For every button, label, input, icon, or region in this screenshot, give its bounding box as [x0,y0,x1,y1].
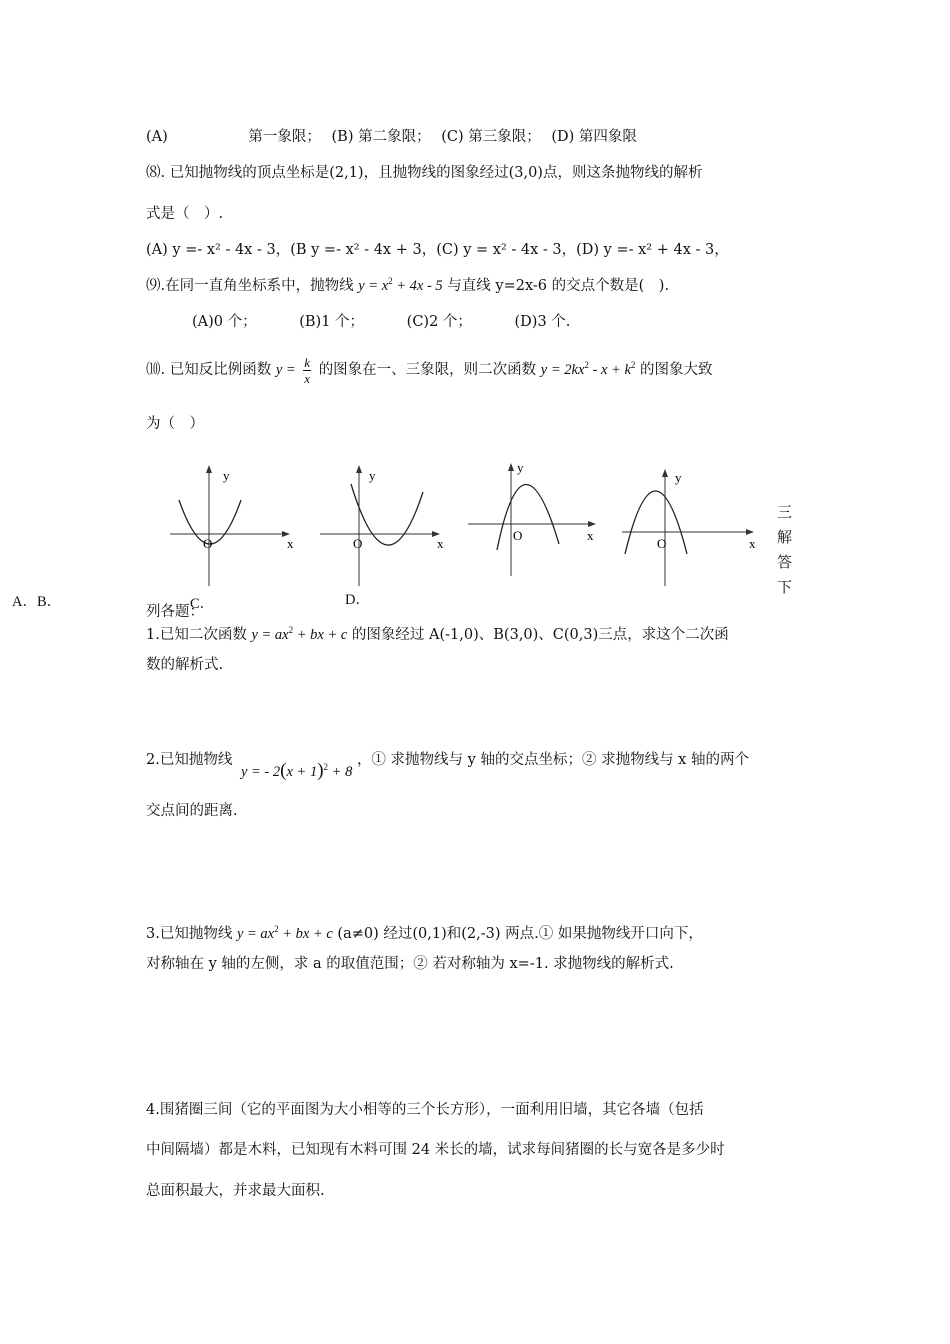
graph-b-x-label: x [437,536,444,551]
graph-c-y-label: y [517,460,524,475]
graph-d-origin-label: O [657,536,667,551]
graph-option-a [165,462,305,592]
q9-parabola-formula: $y = x^2 + 4x - 5$ [358,276,443,294]
q7-option-c: (C) 第三象限； [441,129,541,145]
problem-1-pre: 1.已知二次函数 [146,627,247,643]
q9-option-d: (D)3 个. [514,314,571,330]
q8-stem-line2: 式是（ ）. [146,206,224,222]
graph-option-d [617,462,767,592]
graph-d-y-label: y [675,470,682,485]
q9-option-c: (C)2 个； [406,314,472,330]
graph-a-y-label: y [223,468,230,483]
problem-2-pre: 2.已知抛物线 [146,752,233,768]
problem-2-post: ，① 求抛物线与 y 轴的交点坐标；② 求抛物线与 x 轴的两个 [356,752,749,768]
graph-b-origin-label: O [353,536,363,551]
q9-option-a: (A)0 个； [192,314,257,330]
q7-option-b: (B) 第二象限； [331,129,431,145]
problem-3-line1 [146,924,703,944]
q10-fraction-denominator: x [304,370,311,386]
graph-option-b [315,462,455,592]
q9-stem [146,276,669,296]
q9-stem-post: 与直线 y=2x-6 的交点个数是( ). [447,278,670,294]
problem-4-line2: 中间隔墙）都是木料，已知现有木料可围 24 米长的墙，试求每间猪圈的长与宽各是多少时 [146,1142,725,1158]
q10-stem-post: 的图象大致 [640,362,713,378]
problem-4-line1: 4.围猪圈三间（它的平面图为大小相等的三个长方形），一面利用旧墙，其它各墙（包括 [146,1102,704,1118]
q10-fraction-numerator: k [304,354,311,370]
section-vertical-heading [777,500,797,600]
graph-option-c [463,452,603,582]
problem-2-formula: y = - $2(x + 1)^2 + 8$ [240,760,353,781]
problem-4-line3: 总面积最大，并求最大面积. [146,1183,325,1199]
graph-d-x-label: x [749,536,756,551]
vertical-char: 答 [777,553,793,571]
graph-label-ab: A．B． [12,594,62,610]
problem-1-line2: 数的解析式. [146,657,224,673]
q9-stem-pre: ⑼.在同一直角坐标系中，抛物线 [146,278,354,294]
q7-option-a-text: 第一象限； [248,129,321,145]
problem-3-formula: $y = ax^2$ + bx + c [236,924,333,942]
q7-options [146,127,637,147]
q10-stem-mid: 的图象在一、三象限，则二次函数 [318,362,537,378]
vertical-char: 三 [777,503,793,521]
q8-options: (A) y =- x² - 4x - 3，(B y =- x² - 4x + 3，(C) y = x² - 4x - 3，(D) y =- x² + 4x - 3， [146,242,729,258]
q10-fraction [303,355,311,386]
q10-quadratic-formula: $y = 2kx^2 - x + k^2$ [540,360,636,378]
graph-c-origin-label: O [513,528,523,543]
graph-b-y-label: y [369,468,376,483]
q9-options [192,312,570,332]
problem-2-line1 [146,749,749,779]
q10-y-equals: y = [275,362,296,378]
vertical-char: 下 [777,578,793,596]
graph-a-origin-label: O [203,536,213,551]
problem-3-post: (a≠0) 经过(0,1)和(2,-3) 两点.① 如果抛物线开口向下， [337,926,703,942]
section-heading: 列各题： [146,604,204,620]
graph-a-x-label: x [287,536,294,551]
problem-1-post: 的图象经过 A(-1,0)、B(3,0)、C(0,3)三点，求这个二次函 [351,627,729,643]
graph-label-c: C． [190,596,215,612]
q8-stem-line1: ⑻. 已知抛物线的顶点坐标是(2,1)，且抛物线的图象经过(3,0)点，则这条抛物线的解析 [146,165,703,181]
q10-stem-pre: ⑽. 已知反比例函数 [146,362,272,378]
q7-option-d: (D) 第四象限 [551,129,637,145]
q10-stem [146,349,713,391]
q9-option-b: (B)1 个； [299,314,365,330]
problem-3-line2: 对称轴在 y 轴的左侧，求 a 的取值范围；② 若对称轴为 x=-1. 求抛物线的解析式. [146,956,674,972]
problem-3-pre: 3.已知抛物线 [146,926,233,942]
problem-1-formula: $y = ax^2$ + bx + c [251,625,348,643]
problem-1-line1 [146,625,729,645]
graph-c-x-label: x [587,528,594,543]
q7-option-a-label: (A) [146,129,168,145]
vertical-char: 解 [777,528,793,546]
problem-2-line2: 交点间的距离. [146,803,238,819]
q10-stem-line2: 为（ ） [146,416,204,432]
graph-label-d: D． [345,592,370,608]
